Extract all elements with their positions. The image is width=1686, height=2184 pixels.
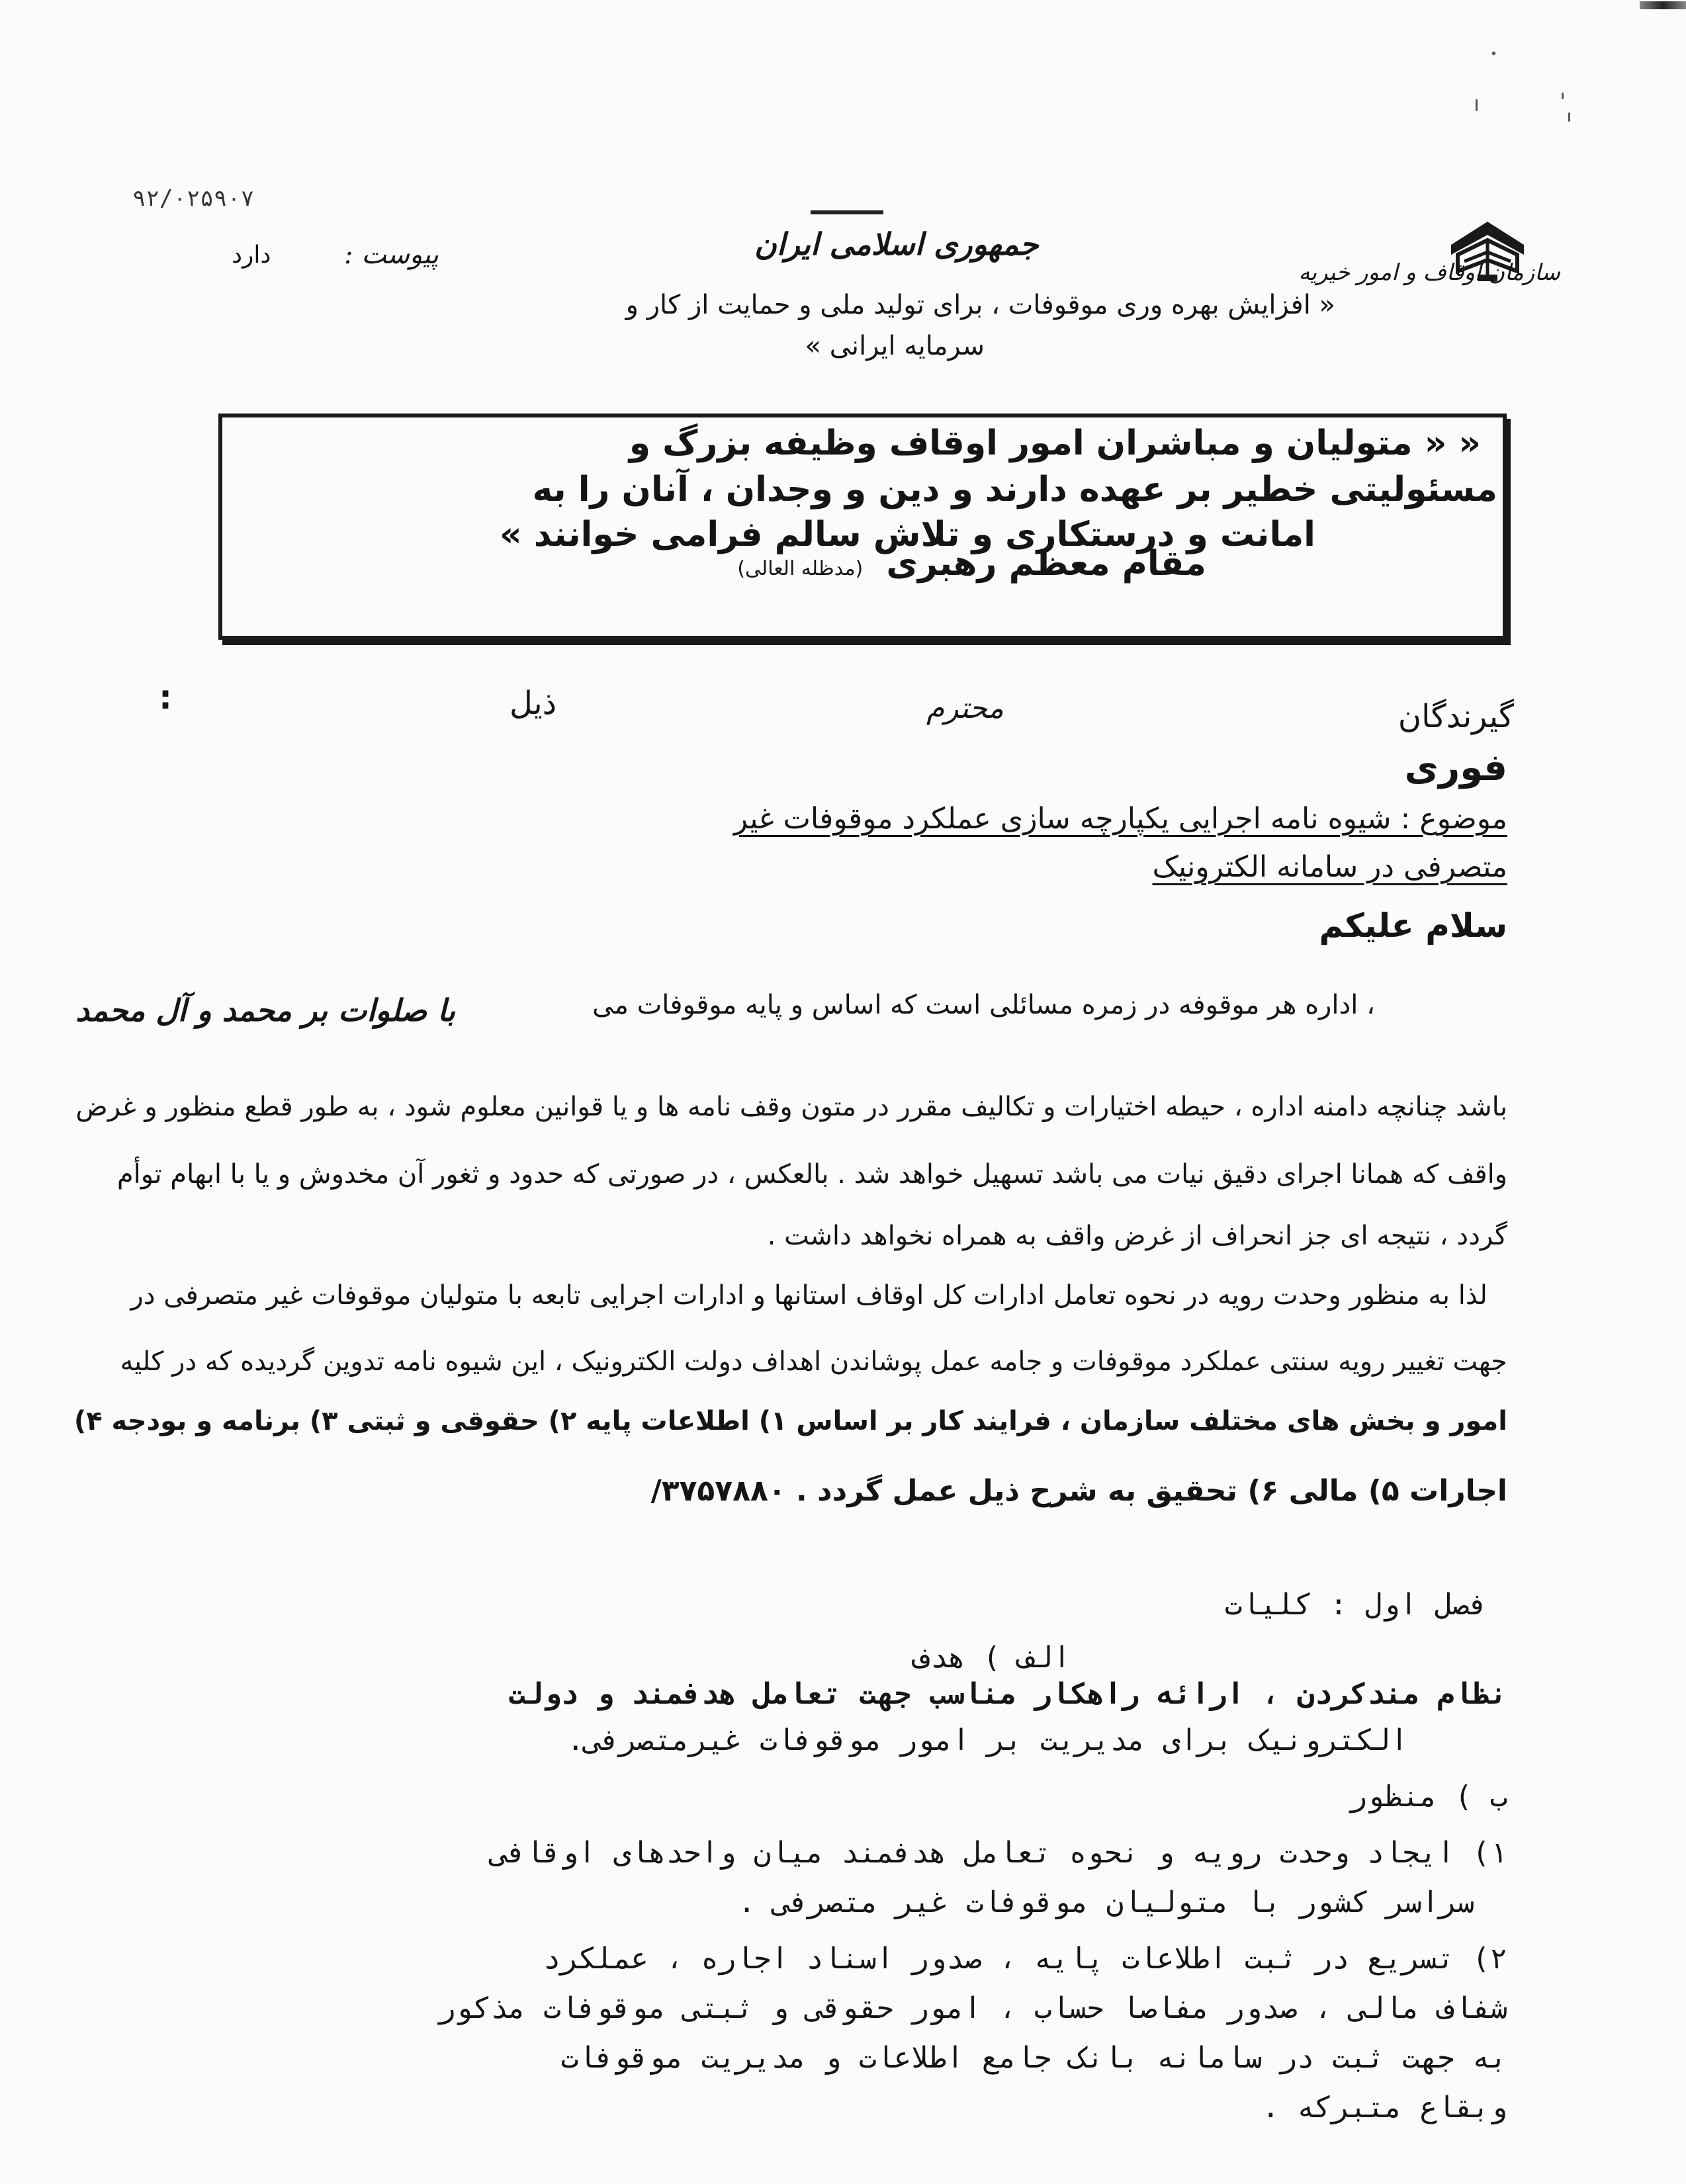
body-line: باشد چنانچه دامنه اداره ، حیطه اختیارات و تکالیف مقرر در متون وقف نامه ها و یا قوانین معلوم شود ، به طور قطع منظور و غرض	[75, 1092, 1507, 1122]
republic-heading: جمهوری اسلامی ایران	[754, 226, 1039, 262]
purpose-item: ۲) تسریع در ثبت اطلاعات پایه ، صدور اسناد اجاره ، عملکرد	[543, 1942, 1507, 1976]
subject-line: متصرفی در سامانه الکترونیک	[1152, 850, 1507, 884]
goal-line: الکترونیک برای مدیریت بر امور موقوفات غیرمتصرفی.	[566, 1724, 1408, 1757]
quote-line: « « متولیان و مباشران امور اوقاف وظیفه بزرگ و	[629, 423, 1481, 463]
section-b-heading: ب ) منظور	[1349, 1780, 1507, 1813]
subject-line: موضوع : شیوه نامه اجرایی یکپارچه سازی عملکرد موقوفات غیر	[733, 802, 1507, 836]
body-line: ، اداره هر موقوفه در زمره مسائلی است که اساس و پایه موقوفات می	[592, 990, 1375, 1020]
scan-speck	[1492, 52, 1495, 55]
attachment-label: پیوست :	[344, 240, 439, 270]
urgent-label: فوری	[1404, 746, 1507, 789]
purpose-item: سراسر کشور با متولیان موقوفات غیر متصرفی .	[738, 1886, 1474, 1919]
recipients-label: گیرندگان	[1398, 698, 1514, 735]
purpose-item: به جهت ثبت در سامانه بانک جامع اطلاعات و مدیریت موقوفات	[560, 2041, 1507, 2075]
purpose-item: شفاف مالی ، صدور مفاصا حساب ، امور حقوقی و ثبتی موقوفات مذکور	[438, 1991, 1507, 2025]
purpose-item: ۱) ایجاد وحدت رویه و نحوه تعامل هدفمند میان واحدهای اوقافی	[490, 1836, 1507, 1870]
body-line: گردد ، نتیجه ای جز انحراف از غرض واقف به همراه نخواهد داشت .	[767, 1221, 1507, 1251]
body-line: واقف که همانا اجرای دقیق نیات می باشد تسهیل خواهد شد . بالعکس ، در صورتی که حدود و ثغور آن مخدوش و یا با ابهام توأم	[116, 1159, 1507, 1190]
quote-attribution-note: (مدظله العالی)	[737, 557, 864, 580]
attachment-value: دارد	[232, 241, 271, 269]
purpose-item: وبقاع متبرکه .	[1262, 2091, 1507, 2124]
blessing-phrase: با صلوات بر محمد و آل محمد	[75, 992, 455, 1028]
emblem-mark	[811, 210, 883, 214]
scan-speck	[1568, 112, 1570, 122]
slogan-line: سرمایه ایرانی »	[805, 331, 985, 361]
recipients-honorific: محترم	[926, 691, 1004, 725]
recipients-below: ذیل	[510, 685, 557, 722]
body-line: اجارات ۵) مالی ۶) تحقیق به شرح ذیل عمل گردد . ۳۷۵۷۸۸۰/	[650, 1474, 1507, 1508]
recipients-colon: :	[159, 678, 172, 717]
slogan-line: « افزایش بهره وری موقوفات ، برای تولید ملی و حمایت از کار و	[625, 290, 1335, 320]
salutation: سلام علیکم	[1319, 906, 1507, 945]
quote-line: امانت و درستکاری و تلاش سالم فرامی خوانند »	[500, 515, 1315, 554]
goal-line: نظام مندکردن ، ارائه راهکار مناسب جهت تعامل هدفمند و دولت	[508, 1677, 1507, 1711]
scan-speck	[1562, 93, 1564, 99]
scan-speck	[1476, 99, 1478, 111]
chapter-heading: فصل اول : کلیات	[1224, 1588, 1487, 1622]
logo-caption: سازمان اوقاف و امور خیریه	[1298, 259, 1560, 286]
quote-attribution-title: مقام معظم رهبری	[886, 544, 1206, 584]
body-line: امور و بخش های مختلف سازمان ، فرایند کار بر اساس ۱) اطلاعات پایه ۲) حقوقی و ثبتی ۳) برنامه و بودجه ۴)	[73, 1406, 1507, 1436]
section-a-heading: الف ) هدف	[912, 1641, 1071, 1675]
scan-corner-mark	[1640, 1, 1686, 9]
body-line: جهت تغییر رویه سنتی عملکرد موقوفات و جامه عمل پوشاندن اهداف دولت الکترونیک ، این شیوه نامه تدوین گردیده که در کلیه	[120, 1346, 1507, 1377]
reference-number-cut: ۹۲/۰۲۵۹۰۷	[132, 185, 255, 212]
body-line: لذا به منظور وحدت رویه در نحوه تعامل ادارات کل اوقاف استانها و ادارات اجرایی تابعه با متولیان موقوفات غیر متصرفی در	[130, 1280, 1487, 1311]
quote-line: مسئولیتی خطیر بر عهده دارند و دین و وجدان ، آنان را به	[532, 470, 1497, 509]
quote-attribution	[737, 544, 1206, 584]
